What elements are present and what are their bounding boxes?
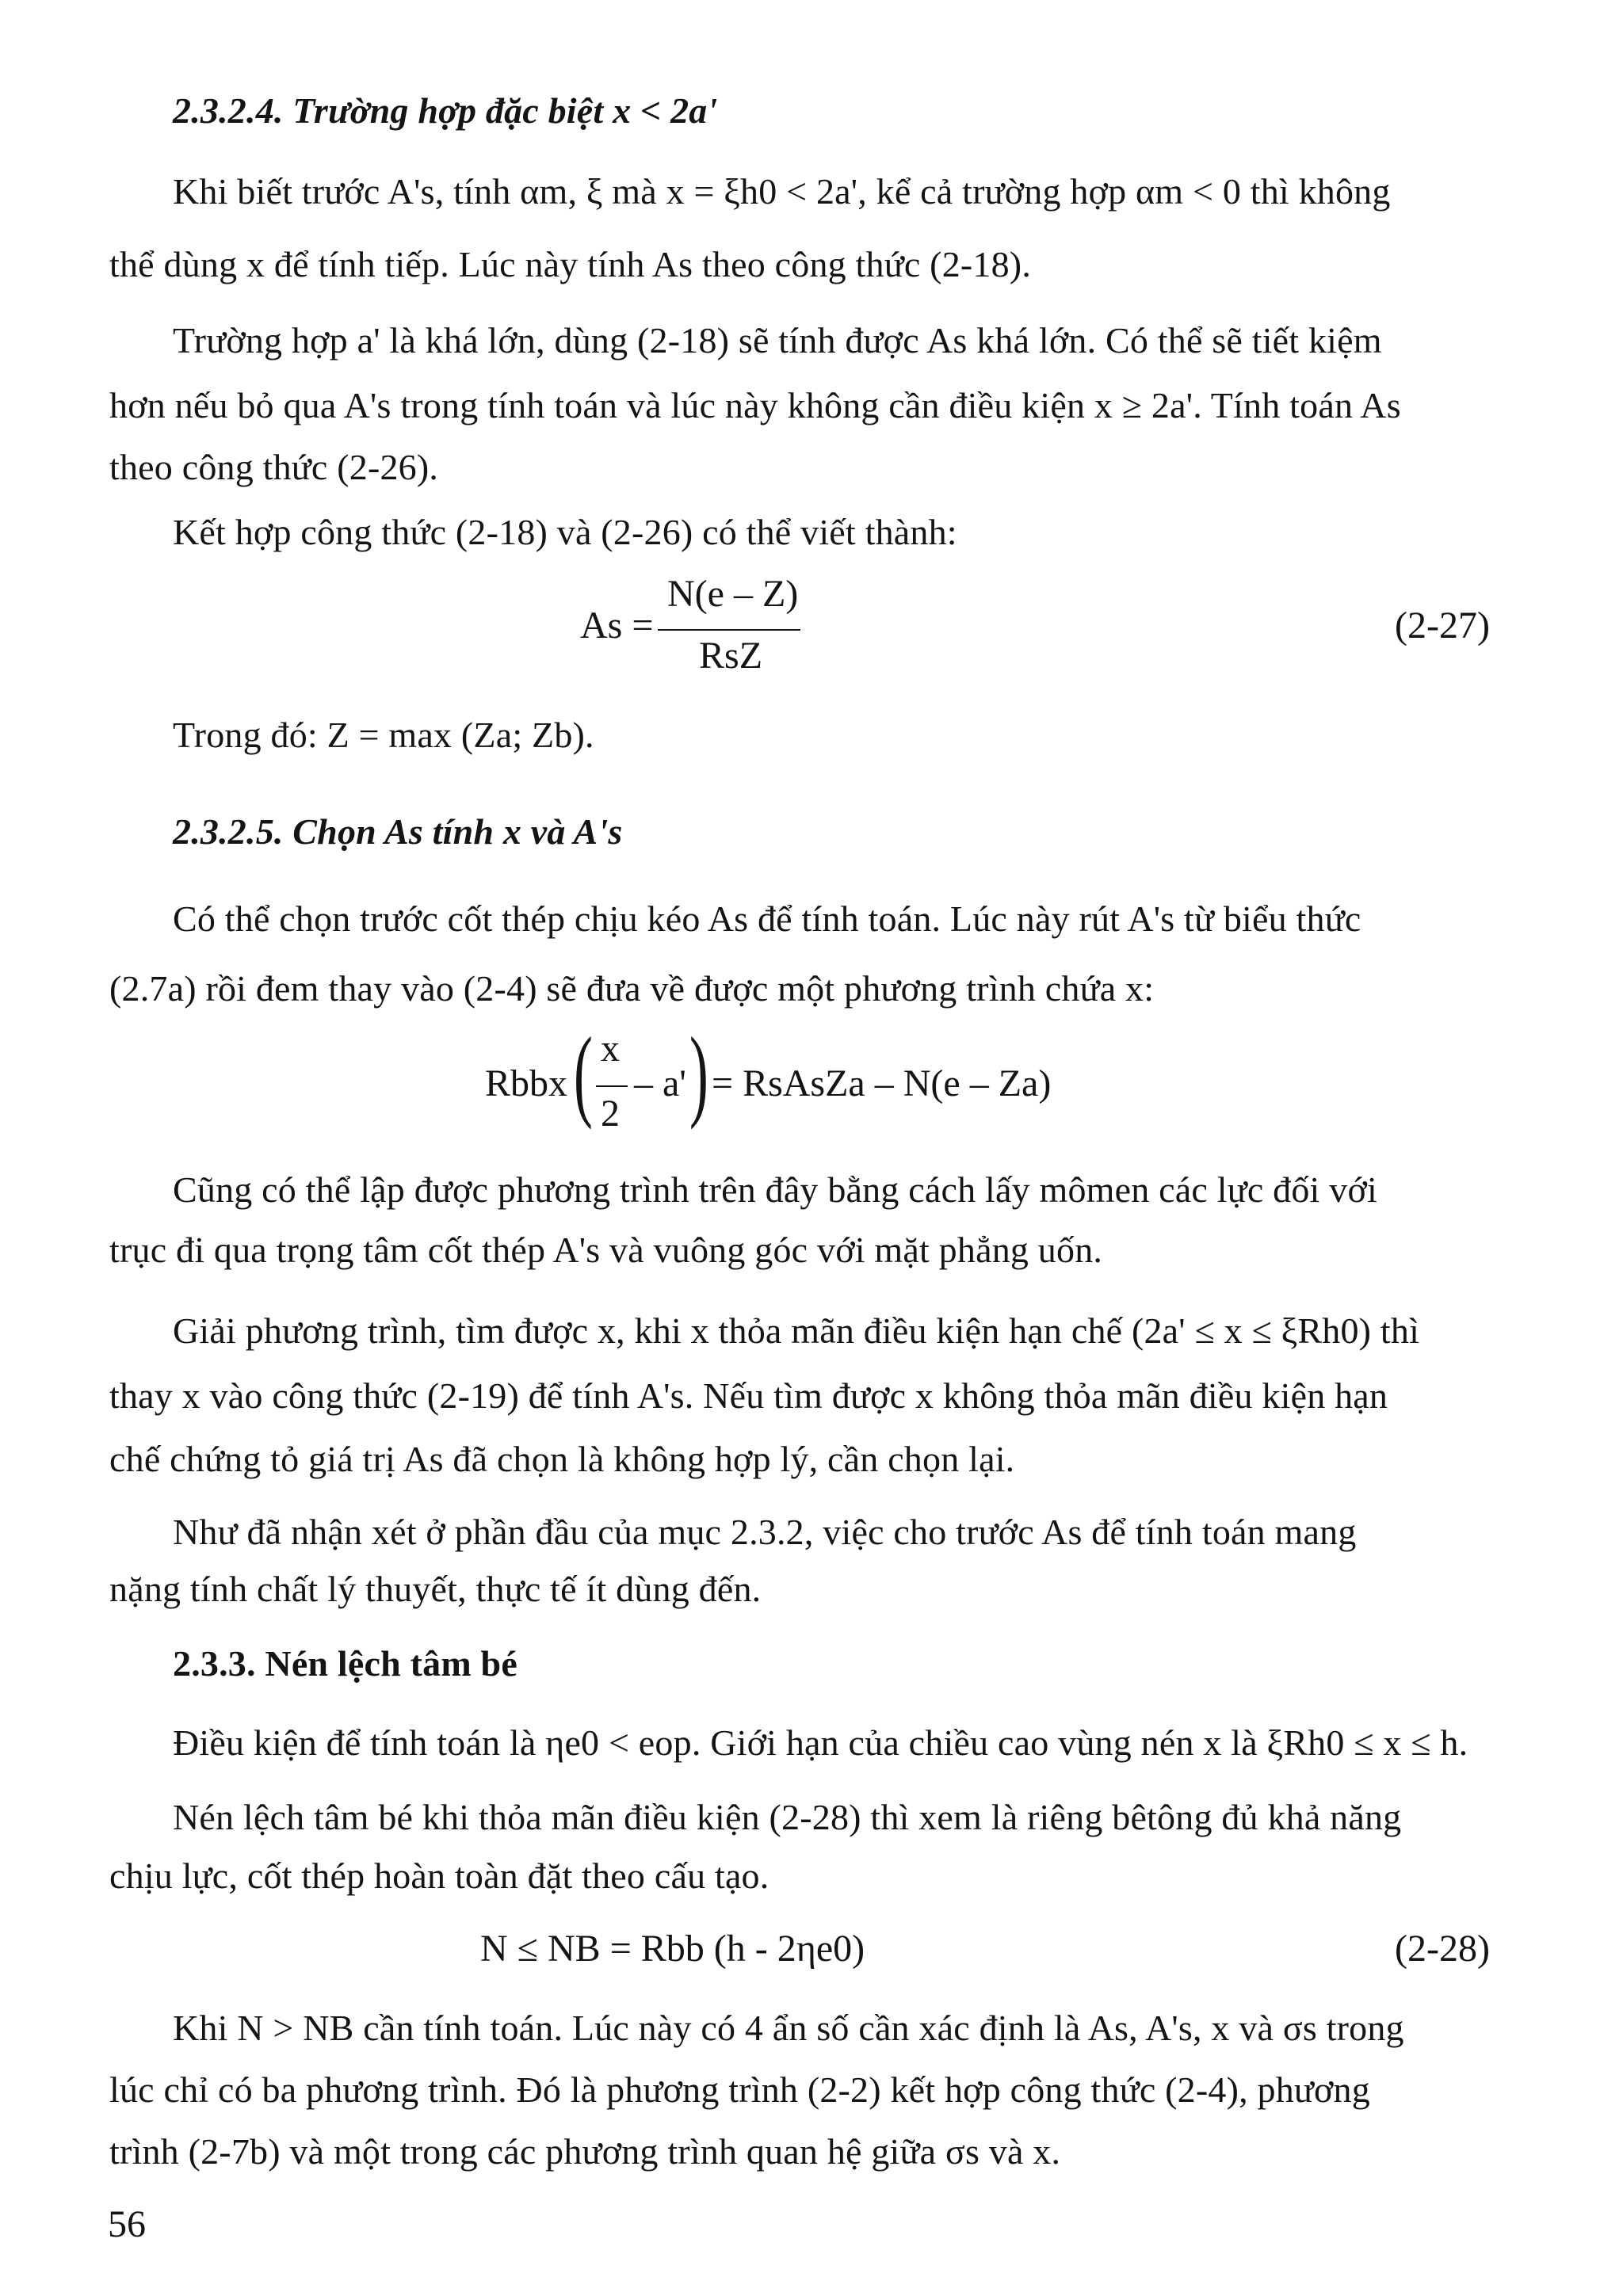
fraction-bar — [658, 629, 800, 631]
paragraph-line: lúc chỉ có ba phương trình. Đó là phương trình (2-2) kết hợp công thức (2-4), phương — [109, 2069, 1370, 2110]
fraction-bar — [596, 1085, 628, 1087]
equation-right: = RsAsZa – N(e – Za) — [712, 1062, 1052, 1104]
equation-number: (2-28) — [1395, 1928, 1490, 1970]
page-number: 56 — [108, 2203, 146, 2245]
paragraph-line: trình (2-7b) và một trong các phương trình quan hệ giữa σs và x. — [109, 2131, 1061, 2172]
left-parenthesis: ( — [574, 1016, 593, 1131]
right-parenthesis: ) — [689, 1016, 708, 1131]
paragraph-line: Như đã nhận xét ở phần đầu của mục 2.3.2, việc cho trước As để tính toán mang — [173, 1512, 1357, 1552]
section-heading-2324: 2.3.2.4. Trường hợp đặc biệt x < 2a' — [173, 90, 718, 131]
paragraph-line: chịu lực, cốt thép hoàn toàn đặt theo cấu tạo. — [109, 1855, 769, 1896]
paragraph-line: theo công thức (2-26). — [109, 447, 439, 487]
paragraph-line: Trường hợp a' là khá lớn, dùng (2-18) sẽ tính được As khá lớn. Có thể sẽ tiết kiệm — [173, 320, 1382, 360]
paragraph-line: Khi N > NB cần tính toán. Lúc này có 4 ẩn số cần xác định là As, A's, x và σs trong — [173, 2008, 1404, 2048]
paragraph-line: Điều kiện để tính toán là ηe0 < eop. Giới hạn của chiều cao vùng nén x là ξRh0 ≤ x ≤ h. — [173, 1722, 1468, 1763]
paragraph-line: Giải phương trình, tìm được x, khi x thỏa mãn điều kiện hạn chế (2a' ≤ x ≤ ξRh0) thì — [173, 1310, 1420, 1351]
equation-denominator: RsZ — [699, 635, 763, 677]
section-heading-2325: 2.3.2.5. Chọn As tính x và A's — [173, 811, 623, 852]
paragraph-line: Có thể chọn trước cốt thép chịu kéo As để tính toán. Lúc này rút A's từ biểu thức — [173, 898, 1361, 939]
equation-2-28: N ≤ NB = Rbb (h - 2ηe0) — [480, 1928, 865, 1970]
paragraph-line: chế chứng tỏ giá trị As đã chọn là không hợp lý, cần chọn lại. — [109, 1439, 1015, 1479]
paragraph-line: Cũng có thể lập được phương trình trên đây bằng cách lấy mômen các lực đối với — [173, 1169, 1377, 1210]
equation-numerator: N(e – Z) — [667, 573, 799, 615]
equation-inner: – a' — [634, 1062, 686, 1104]
paragraph-line: nặng tính chất lý thuyết, thực tế ít dùng đến. — [109, 1569, 762, 1609]
inner-fraction-numerator: x — [601, 1028, 620, 1070]
paragraph-line: thể dùng x để tính tiếp. Lúc này tính As theo công thức (2-18). — [109, 244, 1032, 284]
section-heading-233: 2.3.3. Nén lệch tâm bé — [173, 1643, 517, 1684]
equation-number: (2-27) — [1395, 605, 1490, 646]
paragraph-line: thay x vào công thức (2-19) để tính A's. Nếu tìm được x không thỏa mãn điều kiện hạn — [109, 1375, 1388, 1416]
equation-left: Rbbx — [485, 1062, 568, 1104]
paragraph-line: Kết hợp công thức (2-18) và (2-26) có thể viết thành: — [173, 512, 957, 552]
equation-lhs: As = — [580, 605, 654, 646]
paragraph-line: Trong đó: Z = max (Za; Zb). — [173, 715, 594, 755]
paragraph-line: Khi biết trước A's, tính αm, ξ mà x = ξh0 < 2a', kể cả trường hợp αm < 0 thì không — [173, 171, 1391, 212]
inner-fraction-denominator: 2 — [601, 1093, 620, 1135]
paragraph-line: Nén lệch tâm bé khi thỏa mãn điều kiện (2-28) thì xem là riêng bêtông đủ khả năng — [173, 1797, 1402, 1837]
paragraph-line: trục đi qua trọng tâm cốt thép A's và vuông góc với mặt phẳng uốn. — [109, 1230, 1103, 1270]
paragraph-line: hơn nếu bỏ qua A's trong tính toán và lúc này không cần điều kiện x ≥ 2a'. Tính toán As — [109, 385, 1401, 425]
paragraph-line: (2.7a) rồi đem thay vào (2-4) sẽ đưa về được một phương trình chứa x: — [109, 968, 1155, 1009]
